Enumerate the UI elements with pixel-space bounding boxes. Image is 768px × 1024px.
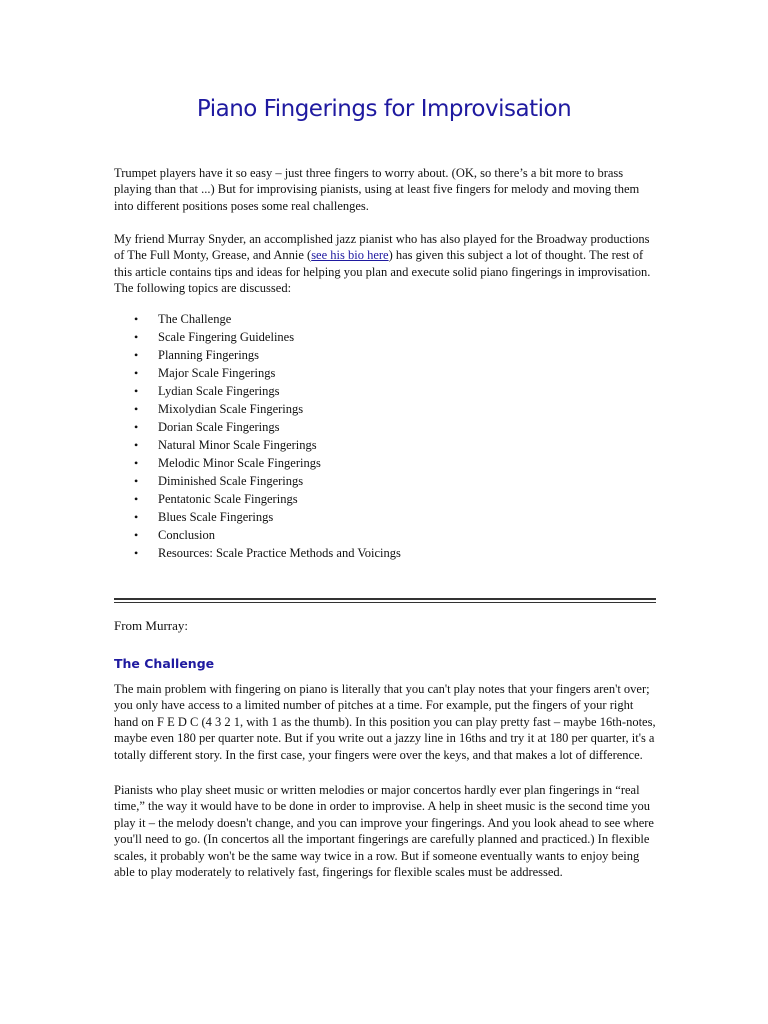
from-murray-label: From Murray: [114, 618, 189, 633]
bullet-icon: • [134, 474, 139, 488]
section-divider [114, 598, 656, 603]
section-heading: The Challenge [114, 656, 215, 671]
list-item [114, 454, 401, 472]
list-item [114, 490, 401, 508]
topic-label: The Challenge [158, 312, 232, 326]
bullet-icon: • [134, 492, 139, 506]
topic-label: Mixolydian Scale Fingerings [158, 402, 304, 416]
topic-label: Dorian Scale Fingerings [158, 420, 280, 434]
bullet-icon: • [134, 312, 139, 326]
topic-label: Lydian Scale Fingerings [158, 384, 280, 398]
topic-label: Planning Fingerings [158, 348, 260, 362]
bullet-icon: • [134, 420, 139, 434]
challenge-paragraph-1: The main problem with fingering on piano is literally that you can't play notes that your fingers aren't over; you only have access to a limited number of pitches at a time. For example, put the fingers of your right hand on F E D C (4 3 2 1, with 1 as the thumb). In this position you can play pretty fast – maybe 16th-notes, maybe even 180 per quarter note. But if you write out a jazzy line in 16ths and try it at 180 per quarter, it's a totally different story. In the first case, your fingers were over the keys, and that makes a lot of difference. [114, 682, 656, 762]
topic-label: Scale Fingering Guidelines [158, 330, 295, 344]
bullet-icon: • [134, 348, 139, 362]
topics-list [114, 310, 401, 562]
bullet-icon: • [134, 384, 139, 398]
topic-label: Blues Scale Fingerings [158, 510, 274, 524]
topic-label: Diminished Scale Fingerings [158, 474, 304, 488]
bullet-icon: • [134, 546, 139, 560]
intro-paragraph-2-text-after: ) has given this subject a lot of thought. The rest of this article contains tips and ideas for helping you plan and execute solid piano fingerings in improvisation. The following topics are discussed: [114, 248, 651, 296]
list-item [114, 328, 401, 346]
bio-link[interactable]: see his bio here [311, 248, 389, 263]
list-item [114, 526, 401, 544]
list-item [114, 346, 401, 364]
list-item [114, 400, 401, 418]
topic-label: Melodic Minor Scale Fingerings [158, 456, 321, 470]
list-item [114, 436, 401, 454]
topic-label: Natural Minor Scale Fingerings [158, 438, 317, 452]
page-title: Piano Fingerings for Improvisation [196, 96, 572, 122]
bullet-icon: • [134, 402, 139, 416]
topic-label: Conclusion [158, 528, 215, 542]
intro-paragraph-2-text-before: My friend Murray Snyder, an accomplished jazz pianist who has also played for the Broadway productions of The Full Monty, Grease, and Annie ( [114, 232, 650, 263]
list-item [114, 364, 401, 382]
bullet-icon: • [134, 456, 139, 470]
bullet-icon: • [134, 366, 139, 380]
list-item [114, 472, 401, 490]
topic-label: Pentatonic Scale Fingerings [158, 492, 298, 506]
topic-label: Resources: Scale Practice Methods and Voicings [158, 546, 401, 560]
list-item [114, 382, 401, 400]
intro-paragraph-2 [114, 231, 659, 297]
bullet-icon: • [134, 510, 139, 524]
list-item [114, 508, 401, 526]
bullet-icon: • [134, 330, 139, 344]
list-item [114, 418, 401, 436]
list-item [114, 310, 401, 328]
topic-label: Major Scale Fingerings [158, 366, 276, 380]
list-item [114, 544, 401, 562]
bullet-icon: • [134, 438, 139, 452]
intro-paragraph-1: Trumpet players have it so easy – just three fingers to worry about. (OK, so there’s a bit more to brass playing than that ...) But for improvising pianists, using at least five fingers for melody and moving them into different positions poses some real challenges. [114, 166, 640, 213]
bullet-icon: • [134, 528, 139, 542]
challenge-paragraph-2: Pianists who play sheet music or written melodies or major concertos hardly ever plan fingerings in “real time,” the way it would have to be done in order to improvise. A help in sheet music is the second time you play it – the melody doesn't change, and you can improve your fingerings. And you look ahead to see where you'll need to go. (In concertos all the important fingerings are carefully planned and practiced.) In flexible scales, it probably won't be the same way twice in a row. But if someone eventually wants to enjoy being able to play moderately to relatively fast, fingerings for flexible scales must be addressed. [114, 783, 654, 880]
